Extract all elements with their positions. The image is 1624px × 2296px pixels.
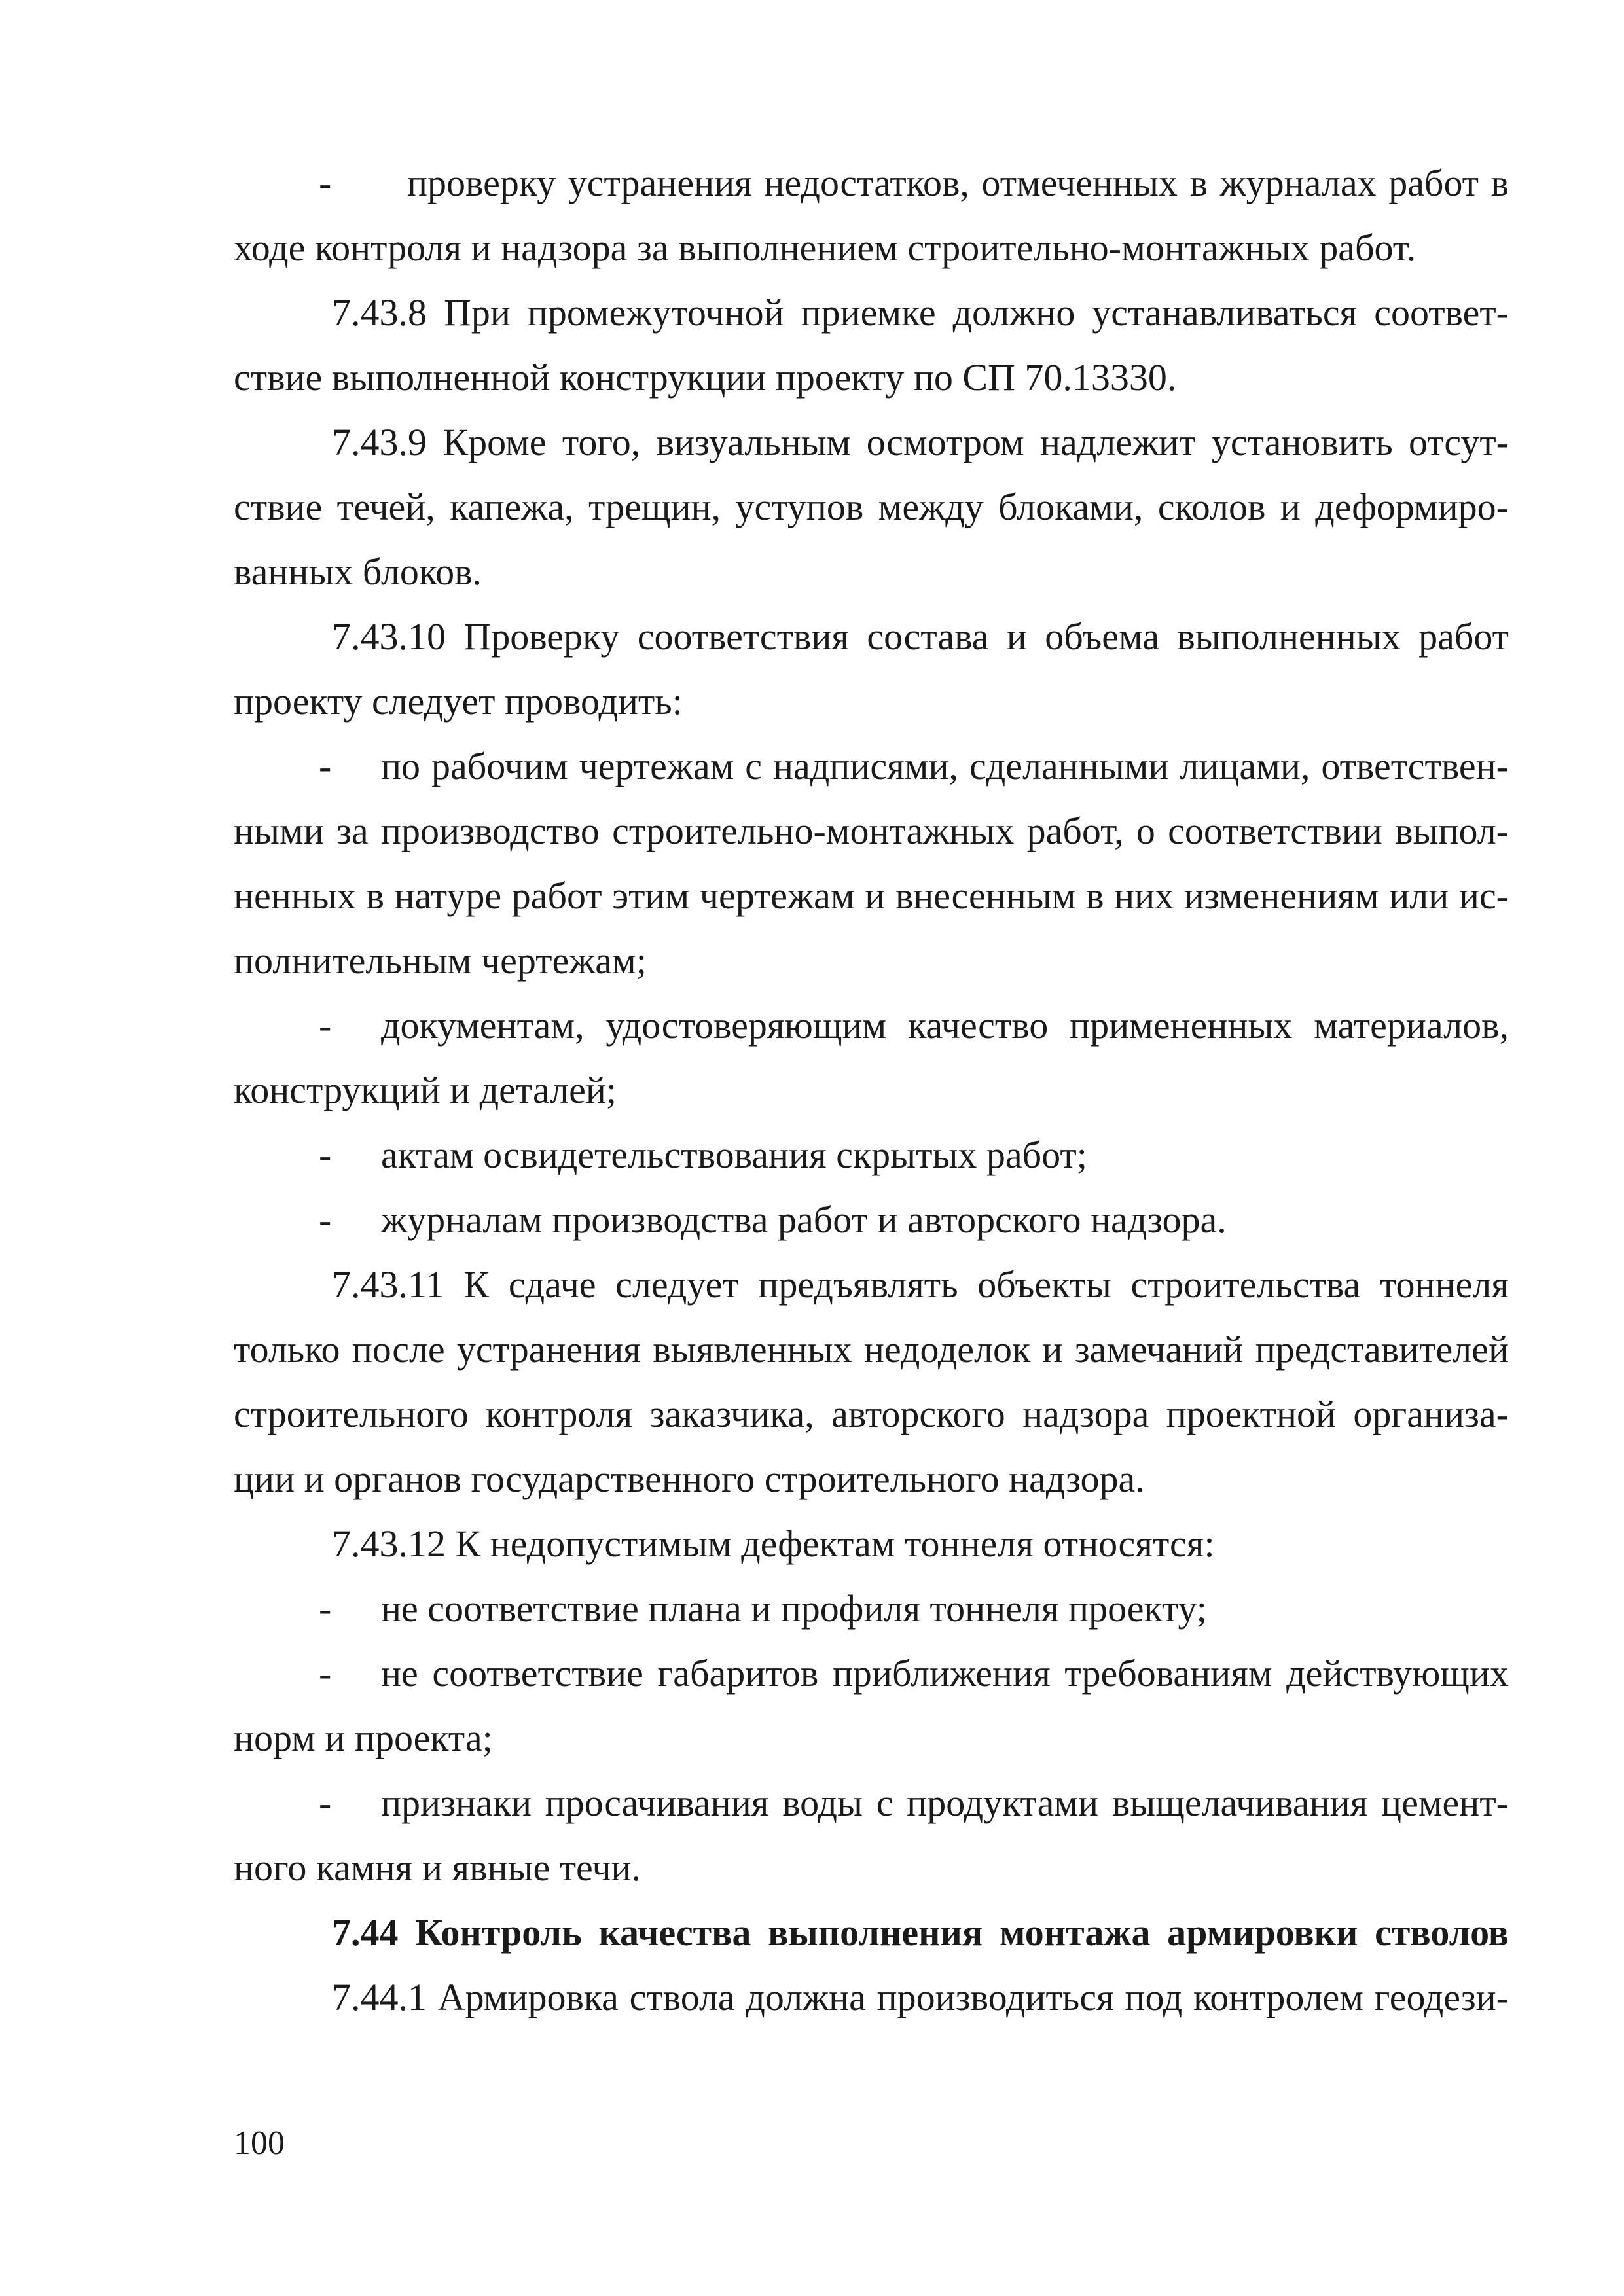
clause-7-43-9-line: 7.43.9 Кроме того, визуальным осмотром надлежит установить отсут- xyxy=(332,421,1509,463)
clause-7-43-8-line: 7.43.8 При промежуточной приемке должно устанавливаться соответ- xyxy=(332,291,1509,334)
paragraph-line: ванных блоков. xyxy=(234,550,482,593)
clause-7-43-11-line: 7.43.11 К сдаче следует предъявлять объекты строительства тоннеля xyxy=(332,1263,1509,1306)
list-dash: - xyxy=(319,162,332,204)
list-item-text: признаки просачивания воды с продуктами выщелачивания цемент- xyxy=(381,1782,1509,1824)
list-item xyxy=(234,1576,1509,1641)
section-heading-7-44: 7.44 Контроль качества выполнения монтажа армировки стволов xyxy=(332,1911,1509,1954)
paragraph-line: конструкций и деталей; xyxy=(234,1069,617,1111)
paragraph-line: ствие течей, капежа, трещин, уступов между блоками, сколов и деформиро- xyxy=(234,486,1509,528)
list-item-text: документам, удостоверяющим качество примененных материалов, xyxy=(381,1004,1509,1047)
list-dash: - xyxy=(319,1198,332,1241)
paragraph-line: ного камня и явные течи. xyxy=(234,1846,641,1889)
paragraph-line: ходе контроля и надзора за выполнением строительно-монтажных работ. xyxy=(234,226,1416,269)
list-item xyxy=(234,1770,1509,1835)
paragraph-line: проекту следует проводить: xyxy=(234,680,683,723)
list-item xyxy=(234,1122,1509,1187)
list-item-text: не соответствие габаритов приближения требованиям действующих xyxy=(381,1652,1509,1695)
paragraph-line: ции и органов государственного строительного надзора. xyxy=(234,1458,1145,1500)
list-dash: - xyxy=(319,745,332,787)
list-item xyxy=(234,1641,1509,1706)
paragraph-line: ствие выполненной конструкции проекту по СП 70.13330. xyxy=(234,356,1177,399)
paragraph-line: ненных в натуре работ этим чертежам и внесенным в них изменениям или ис- xyxy=(234,874,1509,917)
list-dash: - xyxy=(319,1134,332,1176)
list-item xyxy=(234,151,1509,215)
paragraph-line: норм и проекта; xyxy=(234,1717,493,1759)
paragraph-line: только после устранения выявленных недоделок и замечаний представителей xyxy=(234,1328,1509,1371)
page-number: 100 xyxy=(234,2125,285,2162)
list-item xyxy=(234,734,1509,798)
list-dash: - xyxy=(319,1004,332,1047)
list-dash: - xyxy=(319,1782,332,1824)
list-item xyxy=(234,1187,1509,1252)
list-item-text: не соответствие плана и профиля тоннеля проекту; xyxy=(381,1587,1207,1630)
list-item-text: проверку устранения недостатков, отмеченных в журналах работ в xyxy=(407,162,1509,204)
list-item-text: по рабочим чертежам с надписями, сделанными лицами, ответствен- xyxy=(381,745,1509,787)
clause-7-44-1-line: 7.44.1 Армировка ствола должна производиться под контролем геодези- xyxy=(332,1976,1509,2018)
list-item xyxy=(234,993,1509,1058)
list-item-text: актам освидетельствования скрытых работ; xyxy=(381,1134,1087,1176)
list-item-text: журналам производства работ и авторского надзора. xyxy=(381,1198,1227,1241)
paragraph-line: строительного контроля заказчика, авторского надзора проектной организа- xyxy=(234,1393,1509,1435)
list-dash: - xyxy=(319,1587,332,1630)
list-dash: - xyxy=(319,1652,332,1695)
clause-7-43-12-line: 7.43.12 К недопустимым дефектам тоннеля относятся: xyxy=(332,1522,1215,1565)
clause-7-43-10-line: 7.43.10 Проверку соответствия состава и объема выполненных работ xyxy=(332,615,1509,658)
document-page xyxy=(234,151,1509,2030)
paragraph-line: полнительным чертежам; xyxy=(234,939,647,982)
paragraph-line: ными за производство строительно-монтажных работ, о соответствии выпол- xyxy=(234,810,1509,852)
